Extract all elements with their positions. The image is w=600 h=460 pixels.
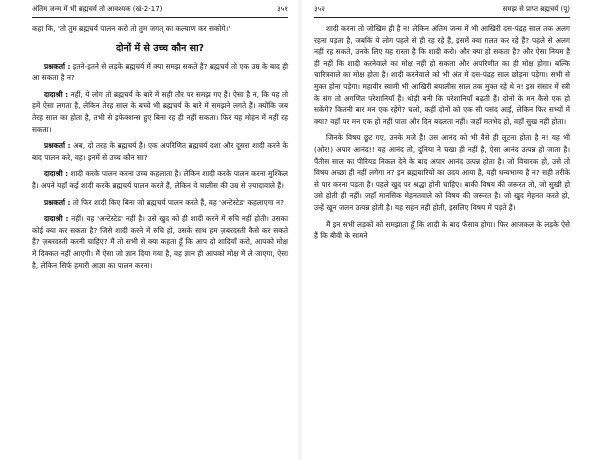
left-header-title: अंतिम जन्म में भी ब्रह्मचर्य तो आवश्यक (खं-2-17) <box>32 5 163 13</box>
speaker-label: दादाश्री : <box>44 89 69 99</box>
right-header-rule <box>314 17 570 18</box>
dialogue-block <box>32 213 288 271</box>
dialogue-block <box>32 168 288 191</box>
left-page-header <box>32 4 288 14</box>
body-paragraph: शादी करना तो जोखिम ही है न! लेकिन अंतिम जन्म में भी आखिरी दस-पंद्रह साल तक अलग रहना पड़ता है, जबकि ये लोग पहले से ही रह रहे हैं, इसमें क्या ग़लत कर रहे हैं? पहले से अलग नहीं रह सकते, उनके लिए यह रास्ता है कि शादी करो। और क्या हो सकता है? और ऐसा नियम है ही नहीं कि शादी करनेवाले का मोक्ष नहीं हो सकता और अपरिणीत का ही मोक्ष होगा। बल्कि चारित्रवाले का मोक्ष होता है। शादी करनेवाले को भी अंत में दस-पंद्रह साल छोड़ना पड़ेगा। सभी से मुक्त होना पड़ेगा। महावीर स्वामी भी आखिरी बयालीस साल तक मुक्त रहे थे न! इस संसार में स्त्री के संग तो अगणित परेशानियाँ हैं। थोड़ी बनी कि परेशानियाँ बढ़ती हैं। दोनों के मन कैसे एक हो सकेंगे? कितनी बार मन एक रहेंगे? चलो, कहीं दोनों को एक सी पसंद आई, लेकिन फिर सभ्यों में क्या? वहाँ पर मन एक हो नहीं पाता और दिन बदलता नहीं। जहाँ मतभेद हो, वहाँ सुख नहीं होता। <box>314 24 570 126</box>
left-header-rule <box>32 17 288 18</box>
dialogue-text: नहीं। वह 'अन्टेस्टेड' नहीं है। उसे खुद को ही शादी करने में रुचि नहीं होती। उसका कोई क्या कर सकता है? जिसे शादी करने में रुचि हो, उसके साथ हम ज़बरदस्ती कैसे कर सकते हैं? ज़बरदस्ती करनी चाहिए? मैं तो सभी से क्या कहता हूँ कि आप दो शादियाँ करो, आपको मोक्ष में दिक्कत नहीं आएगी। मैं ऐसा जो ज्ञान दिया गया है, वह ज्ञान ही आपको मोक्ष में ले जाएगा, ऐसा है, लेकिन सिर्फ हमारी आज्ञा का पालन करना। <box>32 214 289 270</box>
right-page <box>302 0 600 460</box>
right-header-title: समझ से प्राप्त ब्रह्मचर्य (पू) <box>502 5 570 13</box>
right-page-header <box>314 4 570 14</box>
left-intro-paragraph: कहा कि, 'तो तुम ब्रह्मचर्य पालन करो तो तुम जगत् का कल्याण कर सकोगे।' <box>32 24 231 33</box>
speaker-label: प्रश्नकर्ता : <box>44 197 71 207</box>
dialogue-block <box>32 89 288 135</box>
speaker-label: दादाश्री : <box>44 169 69 179</box>
dialogue-text: अब, दो तरह के ब्रह्मचर्य हैं। एक अपरिणित ब्रह्मचर्य दशा और दूसरा शादी करने के बाद पालन करे, वह। इनमें से उच्च कौन सा? <box>32 141 288 162</box>
dialogue-text: शादी करके पालन करना उच्च कहलाता है। लेकिन शादी करके पालन करना मुश्किल है। अपने यहाँ कई शादी करके ब्रह्मचर्य पालन करते हैं, लेकिन वे चालीस की उम्र से ज़्यादावाले हैं। <box>32 169 288 190</box>
dialogue-text: तो फिर शादी किए बिना जो ब्रह्मचर्य पालन करते हैं, वह 'अन्टेस्टेड' कहलाएगा न? <box>72 197 284 207</box>
speaker-label: दादाश्री : <box>44 214 69 224</box>
left-page-number: ३५१ <box>277 5 288 13</box>
right-page-number: ३५२ <box>314 5 325 13</box>
dialogue-text: इतने-इतने से लड़के ब्रह्मचर्य में क्या समझ सकते हैं? ब्रह्मचर्य तो एक उम्र के बाद ही आ सकता है न? <box>32 61 288 83</box>
speaker-label: प्रश्नकर्ता : <box>44 141 71 151</box>
dialogue-block <box>32 197 288 209</box>
body-paragraph: जिनके विषय छूट गए, उनके मजे हैं! उस आनंद को भी वैसे ही लूटना होता है न! यह भी (ओर!) अपार आनंद!! यह आनंद तो, दुनिया ने चखा ही नहीं है, ऐसा आनंद उत्पन्न हो जाता है। पैंतीस साल का पीरियड निकल देने के बाद अपार आनंद उत्पन्न होता है। जो विचारक हो, उसे तो विषय अच्छा ही नहीं लगेगा न? इन ब्रह्मचारियों का उदय आया है, यही धन्यभाग्य है न? सही तरीके से पार करना पड़ता है। पहले खुद पर श्रद्धा होनी चाहिए। बाकी विषय की जरूरत तो, जो सुखी हो उसे होती ही नहीं। जहाँ मानसिक मेहनतवाले को विषय की जरूरत है। जो खुद मेहनत करते हो, उन्हें खून जलन उत्पन्न होती है। यह सहन नहीं होती, इसलिए विषय में पड़ते हैं। <box>314 133 570 212</box>
left-page <box>0 0 298 460</box>
section-heading: दोनों में से उच्च कौन सा? <box>115 42 205 54</box>
dialogue-block <box>32 61 288 84</box>
dialogue-text: नहीं, ये लोग तो ब्रह्मचर्य के बारे में सही तौर पर समझ गए हैं। ऐसा है न, कि यह तो हमें ऐसा लगता है, लेकिन तेरह साल के बच्चे भी ब्रह्मचर्य के बारे में समझने लगते हैं। क्योंकि जब तेरह साल का होता है, तभी से इफेक्शन्स हुए बिना रह ही नहीं सकता। फिर यह मोहन में नहीं रह सकता। <box>32 89 288 134</box>
speaker-label: प्रश्नकर्ता : <box>44 61 71 71</box>
body-paragraph: मैं इन सभी लड़कों को समझाता हूँ कि शादी के बाद फँसाव होगा। फिर आजकल के लड़के ऐसे हैं कि बीवी के सामने <box>314 219 570 241</box>
dialogue-block <box>32 140 288 163</box>
